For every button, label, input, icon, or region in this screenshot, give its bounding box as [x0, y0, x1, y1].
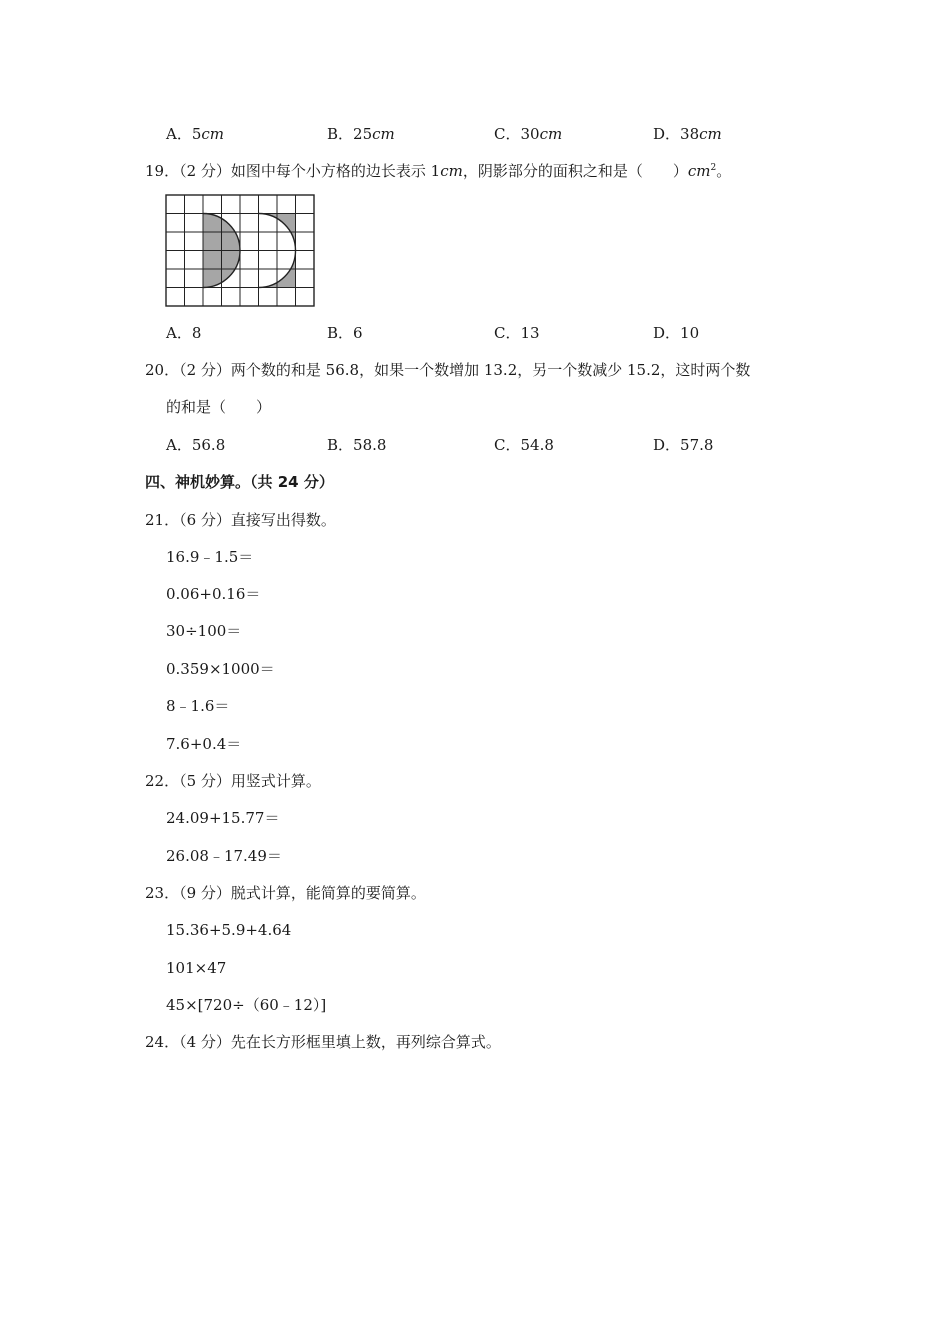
q22-item: 24.09+15.77＝ [166, 809, 280, 827]
q19-option-b[interactable]: B．6 [327, 324, 363, 342]
q18-option-c[interactable]: C．30cm [494, 125, 563, 143]
q22-item: 26.08﹣17.49＝ [166, 847, 282, 865]
q21-item: 30÷100＝ [166, 622, 242, 640]
q23-title: 23．（9 分）脱式计算，能简算的要简算。 [145, 884, 426, 902]
q23-item: 45×[720÷（60﹣12）] [166, 996, 327, 1014]
q21-item: 0.359×1000＝ [166, 660, 275, 678]
q21-item: 0.06+0.16＝ [166, 585, 261, 603]
q20-option-a[interactable]: A．56.8 [166, 436, 226, 454]
q19-options [166, 323, 766, 343]
q23-item: 101×47 [166, 959, 227, 977]
q20-option-d[interactable]: D．57.8 [653, 436, 714, 454]
q23-item: 15.36+5.9+4.64 [166, 921, 292, 939]
q19-option-a[interactable]: A．8 [166, 324, 202, 342]
q24-title: 24．（4 分）先在长方形框里填上数，再列综合算式。 [145, 1033, 501, 1051]
q20-question-line1: 20．（2 分）两个数的和是 56.8，如果一个数增加 13.2，另一个数减少 15.2，这时两个数 [145, 361, 751, 379]
q20-option-c[interactable]: C．54.8 [494, 436, 554, 454]
q20-option-b[interactable]: B．58.8 [327, 436, 387, 454]
q19-grid-figure [165, 194, 315, 310]
q22-title: 22．（5 分）用竖式计算。 [145, 772, 321, 790]
q21-title: 21．（6 分）直接写出得数。 [145, 511, 336, 529]
q20-question-line2: 的和是（ ） [166, 398, 272, 416]
q19-option-c[interactable]: C．13 [494, 324, 540, 342]
q18-options [166, 124, 766, 144]
q18-option-d[interactable]: D．38cm [653, 125, 722, 143]
q21-item: 7.6+0.4＝ [166, 735, 242, 753]
q19-question: 19．（2 分）如图中每个小方格的边长表示 1cm，阴影部分的面积之和是（ ）$cm^2$。 [145, 162, 732, 180]
q18-option-a[interactable]: A．5cm [166, 125, 225, 143]
q20-options [166, 435, 766, 455]
q19-option-d[interactable]: D．10 [653, 324, 700, 342]
q18-option-b[interactable]: B．25cm [327, 125, 395, 143]
section-heading: 四、神机妙算。（共 24 分） [145, 473, 334, 491]
q21-item: 8﹣1.6＝ [166, 697, 230, 715]
q21-item: 16.9﹣1.5＝ [166, 548, 254, 566]
